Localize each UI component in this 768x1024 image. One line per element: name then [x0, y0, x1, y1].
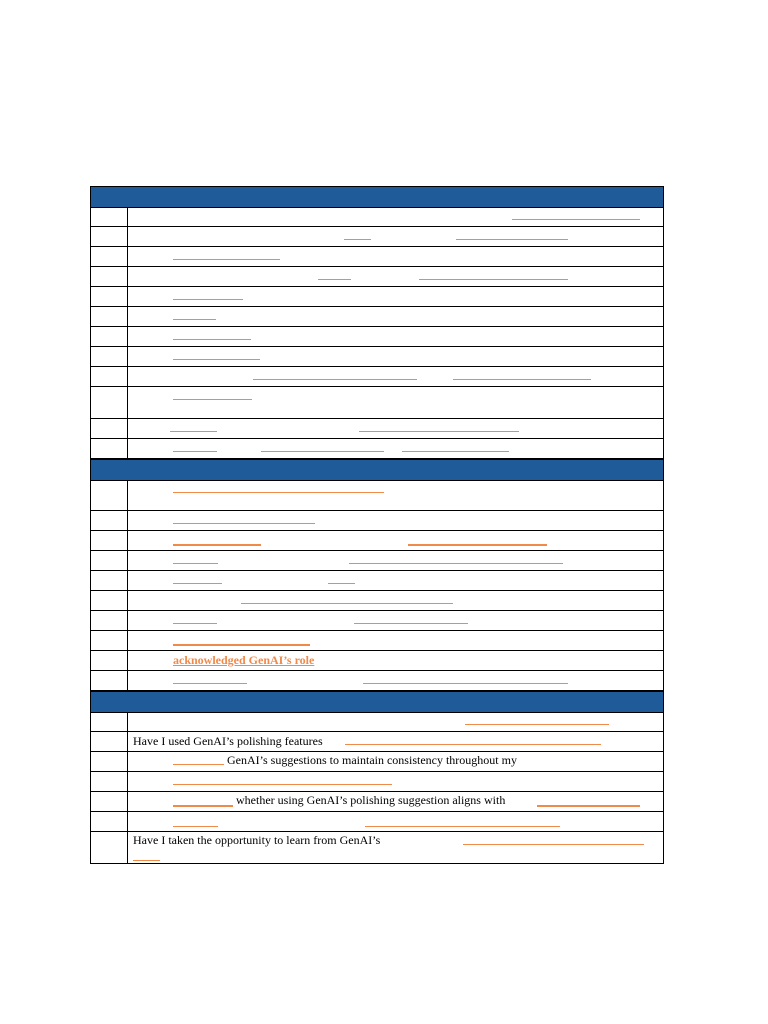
blank-line [365, 826, 560, 827]
blank-line [170, 431, 217, 432]
blank-line [318, 279, 351, 280]
blank-line [173, 764, 224, 765]
table-row [90, 571, 664, 591]
table-row [90, 480, 664, 511]
blank-line [173, 339, 251, 340]
table-row [90, 367, 664, 387]
blank-line [133, 860, 160, 861]
table-row [90, 511, 664, 531]
blank-line [173, 644, 310, 646]
table-row [90, 227, 664, 247]
blank-line [173, 784, 392, 785]
table-row [90, 671, 664, 691]
table-row [90, 419, 664, 439]
table-row [90, 327, 664, 347]
blank-line [173, 583, 222, 584]
alignment-text: whether using GenAI’s polishing suggestion aligns with [236, 793, 506, 807]
blank-line [173, 319, 216, 320]
table-row [90, 792, 664, 812]
blank-line [402, 451, 509, 452]
table-row [90, 439, 664, 459]
blank-line [173, 299, 243, 300]
table-row [90, 247, 664, 267]
table-row [90, 832, 664, 864]
table-row [90, 752, 664, 772]
acknowledged-role-text: acknowledged GenAI’s role [173, 653, 315, 667]
learn-from-genai-question: Have I taken the opportunity to learn from GenAI’s [133, 833, 381, 847]
blank-line [456, 239, 568, 240]
table-row [90, 772, 664, 792]
blank-line [253, 379, 417, 380]
section-1-header [90, 186, 664, 208]
blank-line [173, 563, 218, 564]
blank-line [173, 805, 233, 807]
section-2-header [90, 459, 664, 481]
blank-line [173, 359, 260, 360]
blank-line [359, 431, 519, 432]
blank-line [453, 379, 591, 380]
blank-line [173, 683, 247, 684]
table-row [90, 651, 664, 671]
blank-line [173, 523, 315, 524]
table-row [90, 387, 664, 419]
blank-line [173, 259, 280, 260]
blank-line [419, 279, 568, 280]
blank-line [463, 844, 644, 845]
table-row [90, 267, 664, 287]
table-row [90, 611, 664, 631]
blank-line [363, 683, 568, 684]
blank-line [261, 451, 384, 452]
blank-line [173, 399, 252, 400]
table-row [90, 591, 664, 611]
table-row [90, 551, 664, 571]
blank-line [173, 451, 217, 452]
blank-line [241, 603, 453, 604]
blank-line [345, 744, 601, 745]
table-row [90, 812, 664, 832]
table-row [90, 207, 664, 227]
table-row [90, 347, 664, 367]
blank-line [344, 239, 371, 240]
blank-line [173, 826, 218, 827]
blank-line [173, 492, 384, 493]
blank-line [465, 724, 609, 725]
table-row [90, 631, 664, 651]
section-3-header [90, 691, 664, 713]
blank-line [173, 623, 217, 624]
polishing-features-question: Have I used GenAI’s polishing features [133, 734, 323, 748]
table-row [90, 531, 664, 551]
blank-line [408, 544, 547, 546]
table-row [90, 287, 664, 307]
blank-line [349, 563, 563, 564]
table-row [90, 712, 664, 732]
consistency-text: GenAI’s suggestions to maintain consistency throughout my [227, 753, 517, 767]
table-row [90, 307, 664, 327]
blank-line [173, 544, 261, 546]
blank-line [512, 219, 640, 220]
blank-line [328, 583, 355, 584]
blank-line [354, 623, 468, 624]
blank-line [537, 805, 640, 807]
table-row [90, 732, 664, 752]
